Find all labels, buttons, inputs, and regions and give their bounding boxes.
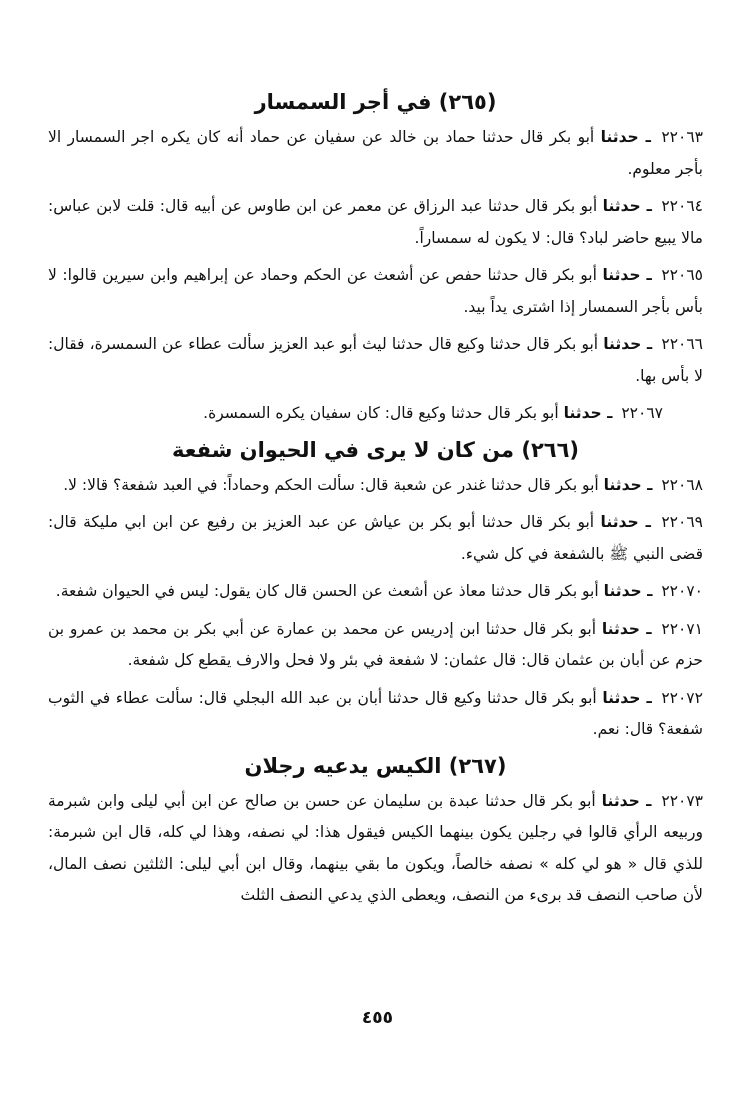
hadith-lead: ـ حدثنا [601,619,652,638]
hadith-number: ٢٢٠٦٨ [661,475,703,494]
page-number: ٤٥٥ [361,1008,394,1028]
hadith-entry [48,260,703,323]
hadith-text: أبو بكر قال حدثنا عبدة بن سليمان عن حسن بن صالح عن ابن أبي ليلى وابن شبرمة وربيعه الرأي قالوا في رجلين يكون بينهما الكيس فيقول هذا: لي نصفه، وهذا لي كله، قال ابن شبرمة: للذي قال « هو لي كله » نصفه خالصاً، ويكون ما بقي بينهما، وقال ابن أبي ليلى: الثلثين نصف المال، لأن صاحب النصف قد برىء من النصف، ويعطى الذي يدعي النصف الثلث [48,791,703,904]
hadith-entry [48,329,703,392]
section-heading: (٢٦٧) الكيس يدعيه رجلان [244,753,507,778]
hadith-text: أبو بكر قال حدثنا حماد بن خالد عن سفيان عن حماد أنه كان يكره اجر السمسار الا بأجر معلوم. [48,128,703,178]
hadith-entry [48,576,703,608]
hadith-lead: ـ حدثنا [563,404,613,422]
hadith-lead: ـ حدثنا [600,128,651,146]
hadith-number: ٢٢٠٧٢ [661,688,703,707]
document-page [48,88,703,918]
hadith-lead: ـ حدثنا [603,335,653,353]
section-heading: (٢٦٦) من كان لا يرى في الحيوان شفعة [171,437,580,462]
hadith-lead: ـ حدثنا [601,791,652,810]
hadith-text: أبو بكر قال حدثنا وكيع قال حدثنا ليث أبو عبد العزيز سألت عطاء عن السمسرة، فقال: لا بأس بها. [48,335,703,385]
hadith-number: ٢٢٠٦٩ [661,513,703,531]
hadith-entry [48,683,703,746]
hadith-entry [48,191,703,254]
hadith-number: ٢٢٠٦٥ [661,266,703,284]
hadith-number: ٢٢٠٧١ [661,619,704,638]
hadith-text: أبو بكر قال حدثنا وكيع قال حدثنا أبان بن عبد الله البجلي قال: سألت عطاء في الثوب شفعة؟ قال: نعم. [48,688,703,738]
hadith-text: أبو بكر قال حدثنا وكيع قال: كان سفيان يكره السمسرة. [203,404,559,422]
hadith-lead: ـ حدثنا [603,475,653,494]
hadith-number: ٢٢٠٦٣ [661,128,703,146]
hadith-entry [48,614,703,677]
hadith-lead: ـ حدثنا [602,688,652,707]
hadith-lead: ـ حدثنا [603,582,653,600]
hadith-text: أبو بكر قال حدثنا غندر عن شعبة قال: سألت الحكم وحماداً: في العبد شفعة؟ قالا: لا. [63,475,599,494]
hadith-text: أبو بكر قال حدثنا أبو بكر بن عياش عن عبد العزيز بن رفيع عن ابن ابي مليكة قال: قضى النبي ﷺ بالشفعة في كل شيء. [48,513,703,563]
hadith-number: ٢٢٠٦٧ [621,404,663,422]
hadith-entry [48,122,703,185]
hadith-text: أبو بكر قال حدثنا حفص عن أشعث عن الحكم وحماد عن إبراهيم وابن سيرين قالوا: لا بأس بأجر السمسار إذا اشترى يداً بيد. [48,266,703,316]
hadith-number: ٢٢٠٦٤ [661,197,703,215]
hadith-entry [48,398,703,430]
hadith-text: أبو بكر قال حدثنا عبد الرزاق عن معمر عن ابن طاوس عن أبيه قال: قلت لابن عباس: مالا يبيع حاضر لباد؟ قال: لا يكون له سمساراً. [48,197,703,247]
hadith-entry [48,470,703,502]
hadith-text: أبو بكر قال حدثنا ابن إدريس عن محمد بن عمارة عن أبي بكر بن محمد بن عمرو بن حزم عن أبان بن عثمان قال: قال عثمان: لا شفعة في بئر ولا فحل والارف يقطع كل شفعة. [48,619,703,669]
hadith-number: ٢٢٠٧٠ [661,582,703,600]
hadith-text: أبو بكر قال حدثنا معاذ عن أشعث عن الحسن قال كان يقول: ليس في الحيوان شفعة. [55,582,599,600]
section-heading: (٢٦٥) في أجر السمسار [254,90,497,114]
hadith-lead: ـ حدثنا [602,266,652,284]
hadith-entry [48,507,703,570]
hadith-lead: ـ حدثنا [602,197,652,215]
hadith-number: ٢٢٠٦٦ [661,335,704,353]
hadith-lead: ـ حدثنا [600,513,651,531]
hadith-number: ٢٢٠٧٣ [661,791,704,810]
hadith-entry [48,786,703,912]
